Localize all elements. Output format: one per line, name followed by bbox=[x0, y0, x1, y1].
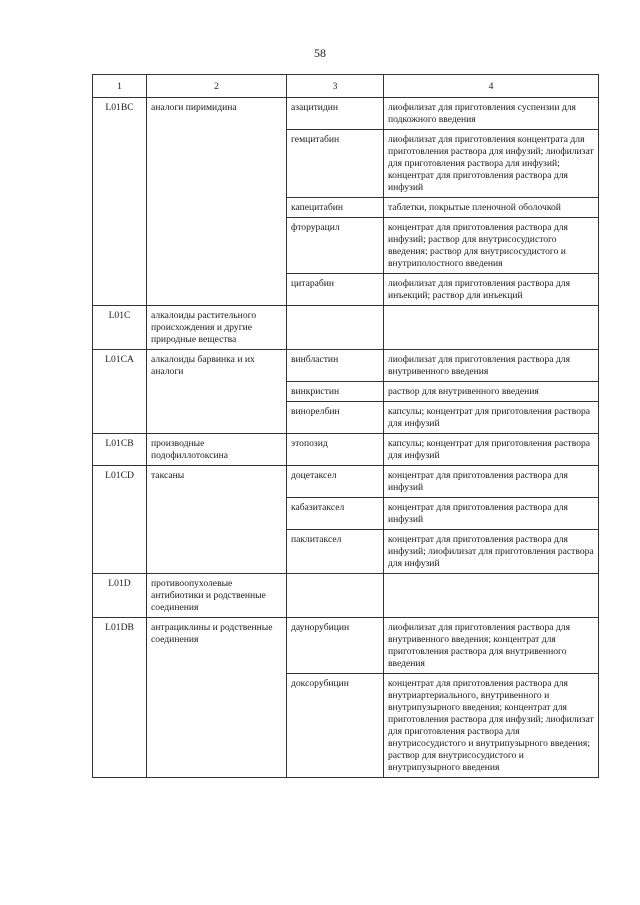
drug-name-cell: доцетаксел bbox=[287, 466, 384, 498]
drug-name-cell: этопозид bbox=[287, 434, 384, 466]
table-row bbox=[93, 350, 599, 382]
group-name-cell: алкалоиды барвинка и их аналоги bbox=[147, 350, 287, 434]
atc-code-cell: L01DB bbox=[93, 618, 147, 778]
group-name-cell: производные подофиллотоксина bbox=[147, 434, 287, 466]
dosage-form-cell: концентрат для приготовления раствора для инфузий; лиофилизат для приготовления раствора для инфузий bbox=[384, 530, 599, 574]
dosage-form-cell: капсулы; концентрат для приготовления раствора для инфузий bbox=[384, 402, 599, 434]
dosage-form-cell bbox=[384, 574, 599, 618]
drug-name-cell: винбластин bbox=[287, 350, 384, 382]
column-header: 3 bbox=[287, 75, 384, 98]
table-row bbox=[93, 306, 599, 350]
drug-name-cell: кабазитаксел bbox=[287, 498, 384, 530]
dosage-form-cell: концентрат для приготовления раствора для инфузий bbox=[384, 498, 599, 530]
drug-name-cell: гемцитабин bbox=[287, 130, 384, 198]
dosage-form-cell: концентрат для приготовления раствора для инфузий bbox=[384, 466, 599, 498]
group-name-cell: таксаны bbox=[147, 466, 287, 574]
drug-name-cell: паклитаксел bbox=[287, 530, 384, 574]
group-name-cell: противоопухолевые антибиотики и родственные соединения bbox=[147, 574, 287, 618]
column-header: 1 bbox=[93, 75, 147, 98]
drug-name-cell bbox=[287, 306, 384, 350]
table-row bbox=[93, 574, 599, 618]
group-name-cell: антрациклины и родственные соединения bbox=[147, 618, 287, 778]
dosage-form-cell: лиофилизат для приготовления раствора для внутривенного введения bbox=[384, 350, 599, 382]
table-body bbox=[93, 98, 599, 778]
dosage-form-cell: раствор для внутривенного введения bbox=[384, 382, 599, 402]
dosage-form-cell: лиофилизат для приготовления суспензии для подкожного введения bbox=[384, 98, 599, 130]
drug-name-cell: даунорубицин bbox=[287, 618, 384, 674]
atc-code-cell: L01C bbox=[93, 306, 147, 350]
drug-name-cell: винкристин bbox=[287, 382, 384, 402]
dosage-form-cell: капсулы; концентрат для приготовления раствора для инфузий bbox=[384, 434, 599, 466]
drug-name-cell: винорелбин bbox=[287, 402, 384, 434]
atc-code-cell: L01CB bbox=[93, 434, 147, 466]
drug-name-cell: азацитидин bbox=[287, 98, 384, 130]
atc-code-cell: L01BC bbox=[93, 98, 147, 306]
drug-name-cell: доксорубицин bbox=[287, 674, 384, 778]
table-row bbox=[93, 434, 599, 466]
dosage-form-cell: таблетки, покрытые пленочной оболочкой bbox=[384, 198, 599, 218]
table-header-row bbox=[93, 75, 599, 98]
drug-name-cell: капецитабин bbox=[287, 198, 384, 218]
dosage-form-cell bbox=[384, 306, 599, 350]
drug-table bbox=[92, 74, 599, 778]
group-name-cell: аналоги пиримидина bbox=[147, 98, 287, 306]
dosage-form-cell: концентрат для приготовления раствора для инфузий; раствор для внутрисосудистого введения; раствор для внутрисосудистого и внутриполостного введения bbox=[384, 218, 599, 274]
page-number: 58 bbox=[314, 46, 326, 60]
table-row bbox=[93, 466, 599, 498]
drug-name-cell: фторурацил bbox=[287, 218, 384, 274]
atc-code-cell: L01D bbox=[93, 574, 147, 618]
table-row bbox=[93, 98, 599, 130]
table-row bbox=[93, 618, 599, 674]
column-header: 4 bbox=[384, 75, 599, 98]
dosage-form-cell: лиофилизат для приготовления концентрата для приготовления раствора для инфузий; лиофилизат для приготовления раствора для инфузий; концентрат для приготовления раствора для инфузий bbox=[384, 130, 599, 198]
atc-code-cell: L01CA bbox=[93, 350, 147, 434]
column-header: 2 bbox=[147, 75, 287, 98]
atc-code-cell: L01CD bbox=[93, 466, 147, 574]
dosage-form-cell: лиофилизат для приготовления раствора для инъекций; раствор для инъекций bbox=[384, 274, 599, 306]
group-name-cell: алкалоиды растительного происхождения и другие природные вещества bbox=[147, 306, 287, 350]
drug-name-cell bbox=[287, 574, 384, 618]
drug-name-cell: цитарабин bbox=[287, 274, 384, 306]
dosage-form-cell: лиофилизат для приготовления раствора для внутривенного введения; концентрат для приготовления раствора для внутривенного введения bbox=[384, 618, 599, 674]
dosage-form-cell: концентрат для приготовления раствора для внутриартериального, внутривенного и внутрипузырного введения; концентрат для приготовления раствора для инфузий; лиофилизат для приготовления раствора для внутрисосудистого и внутрипузырного введения; раствор для внутрисосудистого и внутрипузырного введения bbox=[384, 674, 599, 778]
